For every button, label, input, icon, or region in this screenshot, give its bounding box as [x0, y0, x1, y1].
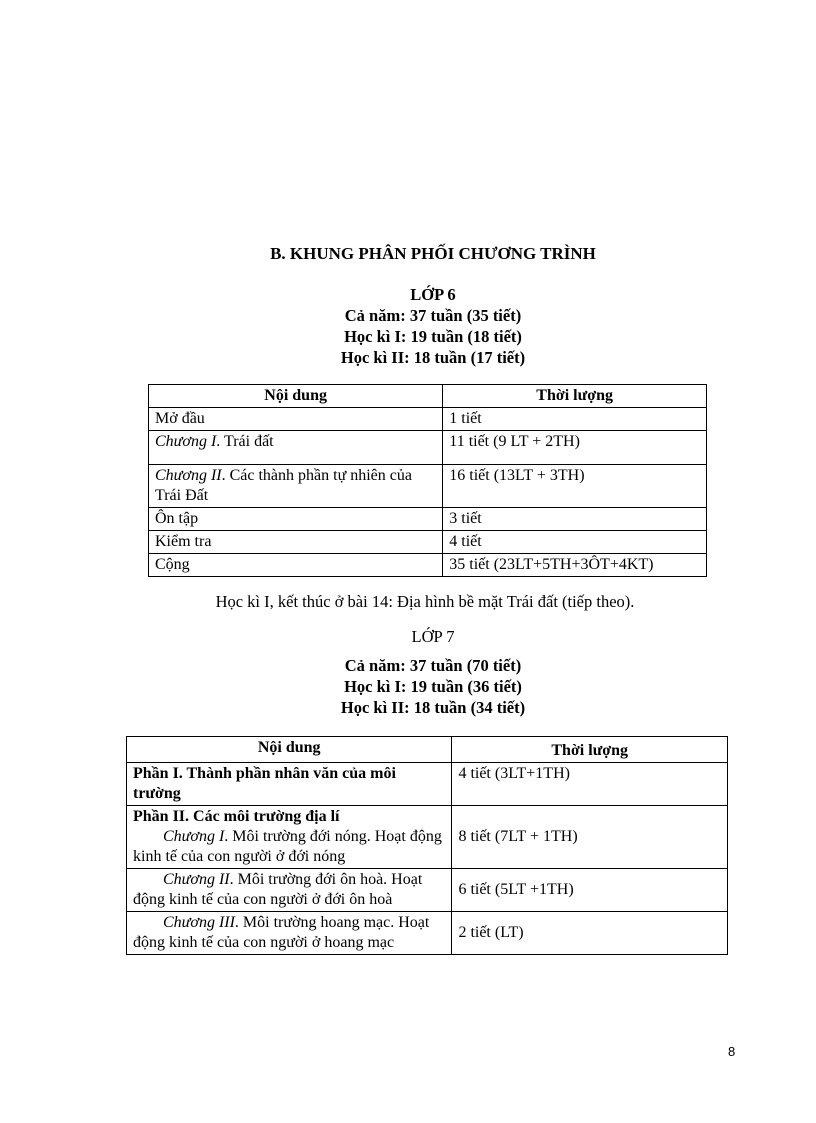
table-row	[127, 869, 728, 912]
chapter-title: . Môi trường đới nóng. Hoạt động kinh tế của con người ở đới nóng	[133, 828, 442, 865]
header-duration: Thời lượng	[452, 737, 728, 763]
grade6-heading-block	[0, 284, 816, 368]
part-title: Phần II. Các môi trường địa lí	[133, 808, 340, 825]
row-content: Kiểm tra	[149, 531, 443, 554]
chapter-label: Chương II	[163, 871, 230, 888]
chapter-title: . Môi trường đới ôn hoà. Hoạt động kinh tế của con người ở đới ôn hoà	[133, 871, 423, 908]
row-duration: 16 tiết (13LT + 3TH)	[443, 465, 707, 508]
table-row	[149, 508, 707, 531]
table-header-row	[127, 737, 728, 763]
grade7-heading: LỚP 7	[411, 627, 455, 646]
grade7-heading-block	[0, 626, 816, 718]
section-title: B. KHUNG PHÂN PHỐI CHƯƠNG TRÌNH	[270, 244, 596, 263]
row-duration: 35 tiết (23LT+5TH+3ÔT+4KT)	[443, 554, 707, 577]
row-content	[127, 806, 452, 869]
table-row	[149, 465, 707, 508]
table-row	[149, 408, 707, 431]
grade7-term2: Học kì II: 18 tuần (34 tiết)	[340, 698, 526, 717]
chapter-title: . Môi trường hoang mạc. Hoạt động kinh tế của con người ở hoang mạc	[133, 914, 430, 951]
chapter-label: Chương III	[163, 914, 235, 931]
chapter-title: . Các thành phần tự nhiên của Trái Đất	[155, 467, 412, 504]
grade6-heading: LỚP 6	[410, 285, 456, 304]
header-duration: Thời lượng	[443, 385, 707, 408]
row-content: Ôn tập	[149, 508, 443, 531]
row-content: Phần I. Thành phần nhân văn của môi trường	[127, 763, 452, 806]
grade7-table	[126, 736, 728, 955]
grade7-year: Cả năm: 37 tuần (70 tiết)	[344, 656, 522, 675]
row-content: Mở đầu	[149, 408, 443, 431]
row-duration: 1 tiết	[443, 408, 707, 431]
table-row	[127, 763, 728, 806]
table-header-row	[149, 385, 707, 408]
grade7-term1: Học kì I: 19 tuần (36 tiết)	[344, 677, 522, 696]
row-duration: 4 tiết	[443, 531, 707, 554]
header-content: Nội dung	[127, 737, 452, 763]
row-content	[149, 465, 443, 508]
row-duration: 3 tiết	[443, 508, 707, 531]
table-row	[149, 554, 707, 577]
row-content	[127, 912, 452, 955]
page-number: 8	[728, 1044, 736, 1059]
row-content	[149, 431, 443, 465]
row-duration: 6 tiết (5LT +1TH)	[452, 869, 728, 912]
table-row	[149, 431, 707, 465]
table-row	[149, 531, 707, 554]
grade6-table	[148, 384, 707, 577]
header-content: Nội dung	[149, 385, 443, 408]
chapter-label: Chương II	[155, 467, 222, 484]
row-duration: 4 tiết (3LT+1TH)	[452, 763, 728, 806]
grade6-year: Cả năm: 37 tuần (35 tiết)	[344, 306, 522, 325]
chapter-title: . Trái đất	[216, 433, 274, 450]
chapter-label: Chương I	[163, 828, 225, 845]
chapter-label: Chương I	[155, 433, 217, 450]
grade6-term1: Học kì I: 19 tuần (18 tiết)	[344, 327, 522, 346]
row-content: Cộng	[149, 554, 443, 577]
table-row	[127, 912, 728, 955]
row-duration: 2 tiết (LT)	[452, 912, 728, 955]
table-row	[127, 806, 728, 869]
grade6-term2: Học kì II: 18 tuần (17 tiết)	[340, 348, 526, 367]
row-content	[127, 869, 452, 912]
term-note: Học kì I, kết thúc ở bài 14: Địa hình bề mặt Trái đất (tiếp theo).	[215, 592, 635, 611]
row-duration: 8 tiết (7LT + 1TH)	[452, 806, 728, 869]
row-duration: 11 tiết (9 LT + 2TH)	[443, 431, 707, 465]
